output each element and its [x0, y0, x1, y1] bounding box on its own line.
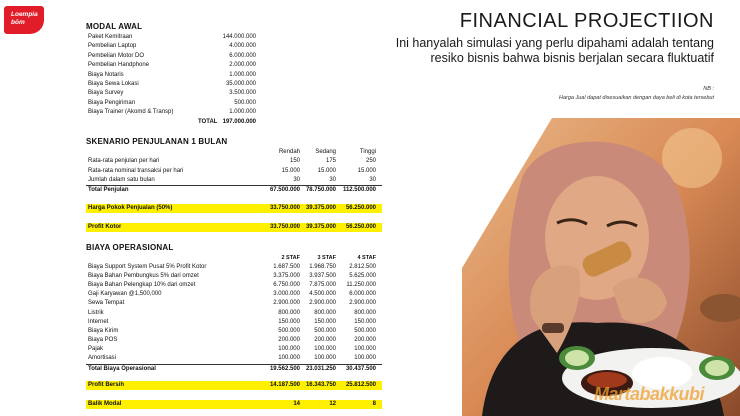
biaya-row-value: 100.000: [314, 355, 336, 361]
modal-awal-item-value: 35.000.000: [225, 81, 256, 87]
biaya-row: [86, 318, 382, 327]
modal-awal-item-value: 3.500.000: [229, 90, 256, 97]
modal-awal-item-value: 1.000.000: [229, 109, 256, 116]
skenario-profit-kotor-row-label: Profit Kotor: [88, 224, 122, 230]
skenario-header-row: [86, 148, 382, 157]
biaya-row: [86, 299, 382, 308]
biaya-row-value: 150.000: [314, 318, 336, 325]
skenario-profit-kotor-row-value: 33.750.000: [269, 224, 300, 230]
skenario-row-value: 250: [365, 158, 376, 164]
biaya-row: [86, 263, 382, 272]
biaya-row-label: Pajak: [88, 345, 104, 352]
biaya-row-value: 800.000: [354, 309, 376, 316]
skenario-row-value: 30: [369, 177, 376, 183]
biaya-row-value: 100.000: [278, 345, 300, 352]
skenario-profit-kotor-row-value: 39.375.000: [305, 224, 336, 230]
biaya-row-value: 3.937.500: [309, 273, 336, 280]
modal-awal-item-value: 6.000.000: [229, 52, 256, 59]
skenario-row-label: Jumlah dalam satu bulan: [88, 177, 155, 183]
nb-label: NB :: [703, 86, 714, 92]
biaya-row-value: 3.375.000: [273, 273, 300, 280]
skenario-row-value: 30: [329, 177, 336, 183]
biaya-row: [86, 354, 382, 363]
skenario-col-rendah: Rendah: [278, 149, 300, 155]
biaya-row-label: Amortisasi: [88, 355, 117, 361]
biaya-row-value: 3.000.000: [273, 291, 300, 298]
biaya-row-value: 1.687.500: [273, 264, 300, 270]
modal-awal-row: [86, 89, 382, 98]
modal-awal-total-row: [86, 118, 382, 127]
skenario-total-row: [86, 185, 382, 194]
biaya-row-value: 2.812.500: [349, 264, 376, 270]
biaya-title: BIAYA OPERASIONAL: [86, 243, 174, 252]
biaya-row-value: 500.000: [354, 327, 376, 334]
biaya-row-value: 7.875.000: [309, 282, 336, 289]
biaya-row-value: 6.750.000: [273, 282, 300, 289]
modal-awal-item-value: 4.000.000: [229, 43, 256, 50]
skenario-hpp-row-label: Harga Pokok Penjualan (50%): [88, 205, 173, 211]
biaya-row: [86, 281, 382, 290]
skenario-row-value: 150: [289, 158, 300, 164]
modal-awal-item-label: Biaya Notaris: [88, 71, 124, 78]
modal-awal-total-label: TOTAL: [198, 119, 218, 125]
biaya-row-value: 6.000.000: [349, 291, 376, 298]
biaya-row-value: 500.000: [314, 327, 336, 334]
skenario-col-tinggi: Tinggi: [359, 149, 376, 155]
profit-bersih-row-value: 25.812.500: [345, 382, 376, 388]
biaya-row-value: 100.000: [314, 345, 336, 352]
skenario-hpp-row: [86, 204, 382, 213]
modal-awal-item-value: 144.000.000: [222, 34, 256, 40]
profit-bersih-row-value: 16.343.750: [305, 382, 336, 388]
modal-awal-item-label: Pembelian Laptop: [88, 43, 137, 50]
biaya-row-value: 200.000: [314, 336, 336, 343]
biaya-row-label: Listrik: [88, 309, 104, 316]
skenario-title: SKENARIO PENJULANAN 1 BULAN: [86, 137, 228, 146]
biaya-row-label: Internet: [88, 318, 109, 325]
balik-modal-row-label: Balik Modal: [88, 401, 122, 407]
skenario-hpp-row-value: 33.750.000: [269, 205, 300, 211]
biaya-row-value: 4.500.000: [309, 291, 336, 298]
page-title: FINANCIAL PROJECTIION: [459, 10, 714, 32]
skenario-hpp-row-value: 39.375.000: [305, 205, 336, 211]
biaya-total-row-value: 23.031.250: [305, 366, 336, 372]
biaya-total-row: [86, 364, 382, 373]
skenario-row-value: 175: [325, 158, 336, 164]
biaya-total-row-value: 19.562.500: [269, 366, 300, 372]
modal-awal-row: [86, 33, 382, 42]
biaya-total-row-value: 30.437.500: [345, 366, 376, 372]
biaya-row-value: 800.000: [314, 309, 336, 316]
biaya-row-value: 2.900.000: [273, 300, 300, 307]
biaya-row-value: 200.000: [354, 336, 376, 343]
biaya-row-label: Biaya Bahan Pembungkus 5% dari omzet: [88, 273, 199, 280]
nb-text: Harga Jual dapat disesuaikan dengan daya beli di kota tersebut: [558, 95, 714, 101]
skenario-profit-kotor-row-value: 56.250.000: [345, 224, 376, 230]
modal-awal-item-label: Biaya Survey: [88, 90, 124, 97]
modal-awal-row: [86, 42, 382, 51]
biaya-row: [86, 327, 382, 336]
skenario-profit-kotor-row: [86, 223, 382, 232]
biaya-row-label: Biaya Kirim: [88, 327, 119, 334]
biaya-row-value: 2.900.000: [349, 300, 376, 307]
biaya-row: [86, 309, 382, 318]
biaya-row-label: Biaya POS: [88, 336, 118, 343]
skenario-row-value: 15.000: [317, 167, 336, 174]
biaya-row-value: 150.000: [354, 318, 376, 325]
balik-modal-row-value: 12: [329, 401, 336, 407]
skenario-row: [86, 157, 382, 166]
biaya-row-value: 100.000: [354, 345, 376, 352]
biaya-row-value: 800.000: [278, 309, 300, 316]
profit-bersih-row: [86, 381, 382, 390]
biaya-row: [86, 290, 382, 299]
biaya-row-value: 100.000: [278, 355, 300, 361]
logo-line-1: Loempia: [11, 11, 38, 18]
brand-logo: [4, 6, 44, 34]
skenario-row-label: Rata-rata penjulan per hari: [88, 158, 160, 164]
modal-awal-item-label: Paket Kemitraan: [88, 34, 133, 40]
watermark-logo: Martabakkubi: [594, 384, 705, 404]
modal-awal-item-value: 2.000.000: [229, 62, 256, 69]
biaya-row-label: Gaji Karyawan @1,500,000: [88, 291, 162, 298]
balik-modal-row-value: 14: [293, 401, 300, 407]
biaya-row-value: 5.625.000: [349, 273, 376, 280]
biaya-row: [86, 272, 382, 281]
modal-awal-item-label: Pembelian Motor DO: [88, 52, 145, 59]
modal-awal-row: [86, 61, 382, 70]
biaya-header-row: [86, 254, 382, 263]
biaya-row-value: 150.000: [278, 318, 300, 325]
modal-awal-item-label: Biaya Pengiriman: [88, 99, 136, 106]
skenario-row: [86, 167, 382, 176]
biaya-row-value: 500.000: [278, 327, 300, 334]
modal-awal-row: [86, 71, 382, 80]
modal-awal-row: [86, 52, 382, 61]
biaya-row-label: Biaya Support System Pusat 5% Profit Kotor: [88, 264, 207, 270]
modal-awal-row: [86, 99, 382, 108]
biaya-row: [86, 345, 382, 354]
modal-awal-title: MODAL AWAL: [86, 22, 143, 31]
modal-awal-item-label: Pembelian Handphone: [88, 62, 150, 69]
balik-modal-row: [86, 400, 382, 409]
biaya-col-2staf: 2 STAF: [281, 255, 300, 261]
balik-modal-row-value: 8: [372, 401, 376, 407]
profit-bersih-row-value: 14.187.500: [269, 382, 300, 388]
biaya-row-value: 11.250.000: [346, 282, 376, 289]
biaya-col-3staf: 3 STAF: [317, 255, 336, 261]
woman-eating-photo: [462, 118, 740, 416]
skenario-total-row-value: 112.500.000: [342, 187, 376, 193]
modal-awal-item-label: Biaya Trainer (Akomd & Transp): [88, 109, 174, 116]
modal-awal-row: [86, 80, 382, 89]
modal-awal-total-value: 197.000.000: [222, 119, 256, 125]
skenario-total-row-value: 67.500.000: [269, 187, 300, 193]
profit-bersih-row-label: Profit Bersih: [88, 382, 125, 388]
skenario-row-value: 30: [293, 177, 300, 183]
skenario-col-sedang: Sedang: [315, 149, 336, 155]
logo-line-2: bōm: [11, 19, 25, 26]
biaya-row: [86, 336, 382, 345]
skenario-total-row-label: Total Penjulan: [88, 187, 129, 193]
modal-awal-item-label: Biaya Sewa Lokasi: [88, 81, 139, 87]
modal-awal-item-value: 1.000.000: [229, 71, 256, 78]
skenario-row-label: Rata-rata nominal transaksi per hari: [88, 167, 184, 174]
skenario-total-row-value: 78.750.000: [305, 187, 336, 193]
biaya-row-value: 1.968.750: [309, 264, 336, 270]
skenario-row-value: 15.000: [281, 167, 300, 174]
skenario-row-value: 15.000: [357, 167, 376, 174]
biaya-row-label: Sewa Tempat: [88, 300, 125, 307]
biaya-row-value: 100.000: [354, 355, 376, 361]
skenario-row: [86, 176, 382, 185]
modal-awal-item-value: 500.000: [234, 99, 256, 106]
modal-awal-row: [86, 108, 382, 117]
biaya-row-value: 200.000: [278, 336, 300, 343]
biaya-total-row-label: Total Biaya Operasional: [88, 366, 156, 372]
skenario-hpp-row-value: 56.250.000: [345, 205, 376, 211]
biaya-row-label: Biaya Bahan Pelengkap 10% dari omzet: [88, 282, 196, 289]
biaya-row-value: 2.900.000: [309, 300, 336, 307]
page-subtitle: Ini hanyalah simulasi yang perlu dipahami adalah tentang resiko bisnis bahwa bisnis berjalan secara fluktuatif: [395, 36, 714, 65]
biaya-col-4staf: 4 STAF: [357, 255, 376, 261]
